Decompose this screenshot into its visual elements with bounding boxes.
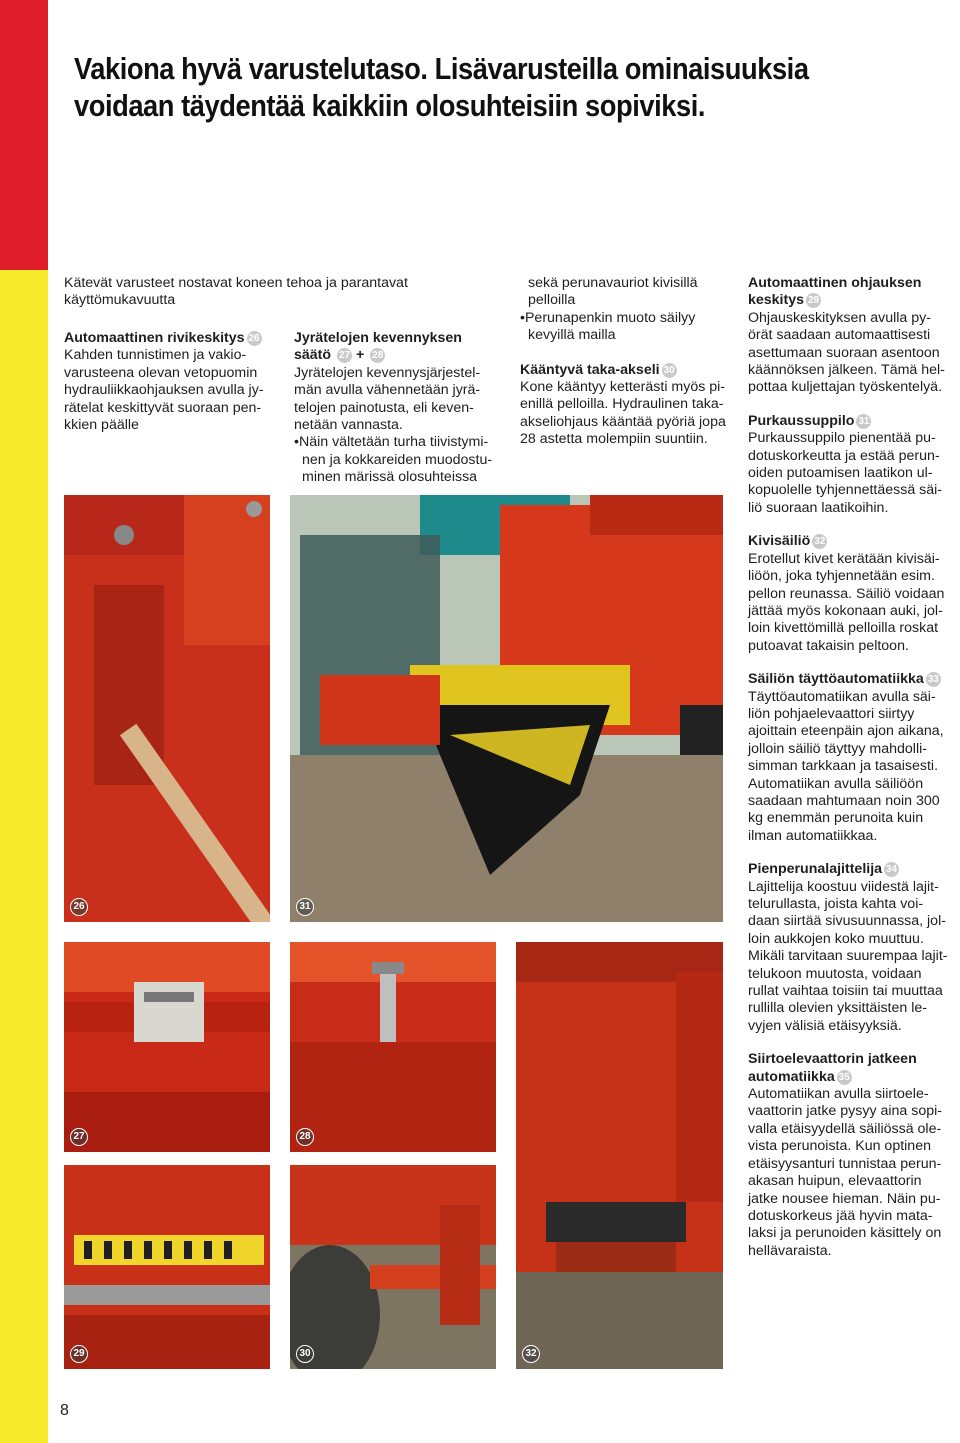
right-column — [748, 275, 953, 1260]
section-heading: Automaattinen rivikeskitys 26 — [64, 330, 260, 346]
photo-steering-centering — [64, 1165, 270, 1369]
ref-number-badge: 26 — [248, 333, 260, 344]
photo-unloading-hopper — [290, 495, 723, 922]
section-body: Jyrätelojen kevennysjärjestel- män avulla vähennetään jyrä- telojen painotusta, eli keven- netään vannasta. •Näin vältetään turha tiivistymi- nen ja kokkareiden muodostu- minen märissä olosuhteissa — [294, 364, 493, 486]
ref-number-badge: 27 — [338, 350, 351, 362]
photo-roller-relief-right — [290, 942, 496, 1152]
intro-text — [64, 275, 484, 310]
section-heading: Jyrätelojen kevennyksen — [294, 330, 462, 346]
photo-number-badge: 27 — [70, 1128, 88, 1146]
ref-number-badge: 30 — [663, 364, 675, 376]
photo-row-centering-sensor — [64, 495, 270, 922]
ref-number-badge: 35 — [838, 1071, 850, 1083]
section-body: Kone kääntyy ketterästi myös pi- enillä pelloilla. Hydraulinen taka- akseliohjaus kääntää pyöriä jopa 28 astetta molempiin suuntiin. — [520, 379, 726, 448]
ref-number-badge: 34 — [885, 864, 898, 876]
headline-line-2: voidaan täydentää kaikkiin olosuhteisiin sopiviksi. — [74, 88, 705, 123]
section-heading-line-2: säätö 27 + 28 — [294, 347, 384, 364]
section-small-potato-sorter: Pienperunalajittelija 34 Lajittelija koostuu viidestä lajit- telurullasta, joista kahta voi- daan siirtää sivusuunnassa, jol- loin aukkojen koko muuttuu. Mikäli tarvitaan suurempaa lajit- telukoon muutosta, voidaan rullat vaihtaa toisiin tai muuttaa rullilla olevien yksittäisten le- vyjen välisiä etäisyyksiä. — [748, 861, 948, 1034]
ref-number-badge: 28 — [372, 350, 384, 362]
ref-number-badge: 33 — [927, 674, 939, 686]
photo-roller-relief-left — [64, 942, 270, 1152]
section-stone-tank: Kivisäiliö 32 Erotellut kivet kerätään kivisäi- liöön, joka tyhjennetään esim. pellon reunassa. Säiliö voidaan jättää myös kokonaan auki, jol- loin kivettömillä pelloilla roskat putoavat takaisin peltoon. — [748, 533, 945, 654]
photo-number-badge: 28 — [296, 1128, 314, 1146]
section-rear-axle: sekä perunavauriot kivisillä pelloilla •Perunapenkin muoto säilyy kevyillä mailla Kääntyvä taka-akseli 30 Kone kääntyy ketterästi myös pi- enillä pelloilla. Hydraulinen taka- akseliohjaus kääntää pyöriä jopa 28 astetta molempiin suuntiin. — [520, 275, 735, 449]
section-row-centering — [64, 330, 284, 434]
intro-line-1: Kätevät varusteet nostavat koneen tehoa ja parantavat — [64, 275, 408, 291]
section-roller-relief — [294, 330, 514, 487]
photo-number-badge: 31 — [296, 898, 314, 916]
section-unloading-hopper: Purkaussuppilo 31 Purkaussuppilo pienentää pu- dotuskorkeutta ja estää perun- oiden putoamisen laatikon ul- kopuolelle tyhjennettäessä säi- liö suoraan laatikoihin. — [748, 412, 943, 516]
photo-number-badge: 30 — [296, 1345, 314, 1363]
sidebar-red-band — [0, 0, 48, 270]
section-elevator-extension-automation: Siirtoelevaattorin jatkeen automatiikka 35 Automatiikan avulla siirtoele- vaattorin jatke pysyy aina sopi- valla etäisyydellä säiliössä ole- vista perunoista. Kun optinen etäisyysanturi tunnistaa perun- akasan huipun, elevaattorin jatke nousee hieman. Näin pu- dotuskorkeus jää hyvin mata- laksi ja perunoiden käsittely on hellävaraista. — [748, 1051, 942, 1259]
sidebar-yellow-band — [0, 270, 48, 1443]
photo-stone-tank — [516, 942, 723, 1369]
headline-line-1: Vakiona hyvä varustelutaso. Lisävarusteilla ominaisuuksia — [74, 51, 809, 86]
photo-number-badge: 26 — [70, 898, 88, 916]
ref-number-badge: 31 — [858, 415, 870, 427]
ref-number-badge: 32 — [814, 536, 826, 548]
section-heading: Kääntyvä taka-akseli 30 — [520, 361, 675, 378]
section-tank-fill-automation: Säiliön täyttöautomatiikka 33 Täyttöautomatiikan avulla säi- liön pohjaelevaattori siirtyy ajoittain eteenpäin ajon aikana, jolloin säiliö täyttyy mahdolli- simman tarkkaan ja tasaisesti. Automatiikan avulla säiliöön saadaan mahtumaan noin 300 kg enemmän perunoita kuin ilman automatiikkaa. — [748, 671, 944, 844]
ref-number-badge: 29 — [807, 295, 820, 307]
photo-rear-axle — [290, 1165, 496, 1369]
page-number: 8 — [60, 1402, 69, 1419]
photo-number-badge: 32 — [522, 1345, 540, 1363]
section-steering-centering: Automaattinen ohjauksen keskitys 29 Ohjauskeskityksen avulla py- örät saadaan automaattisesti asettumaan suoraan asentoon käännöksen jälkeen. Tämä hel- pottaa kuljettajan työskentelyä. — [748, 275, 945, 396]
intro-line-2: käyttömukavuutta — [64, 292, 176, 309]
page-headline — [74, 50, 831, 124]
photo-number-badge: 29 — [70, 1345, 88, 1363]
section-body: Kahden tunnistimen ja vakio- varusteena olevan vetopuomin hydrauliikkaohjauksen avulla jy- rätelat keskittyvät suoraan pen- kkien päälle — [64, 347, 264, 434]
